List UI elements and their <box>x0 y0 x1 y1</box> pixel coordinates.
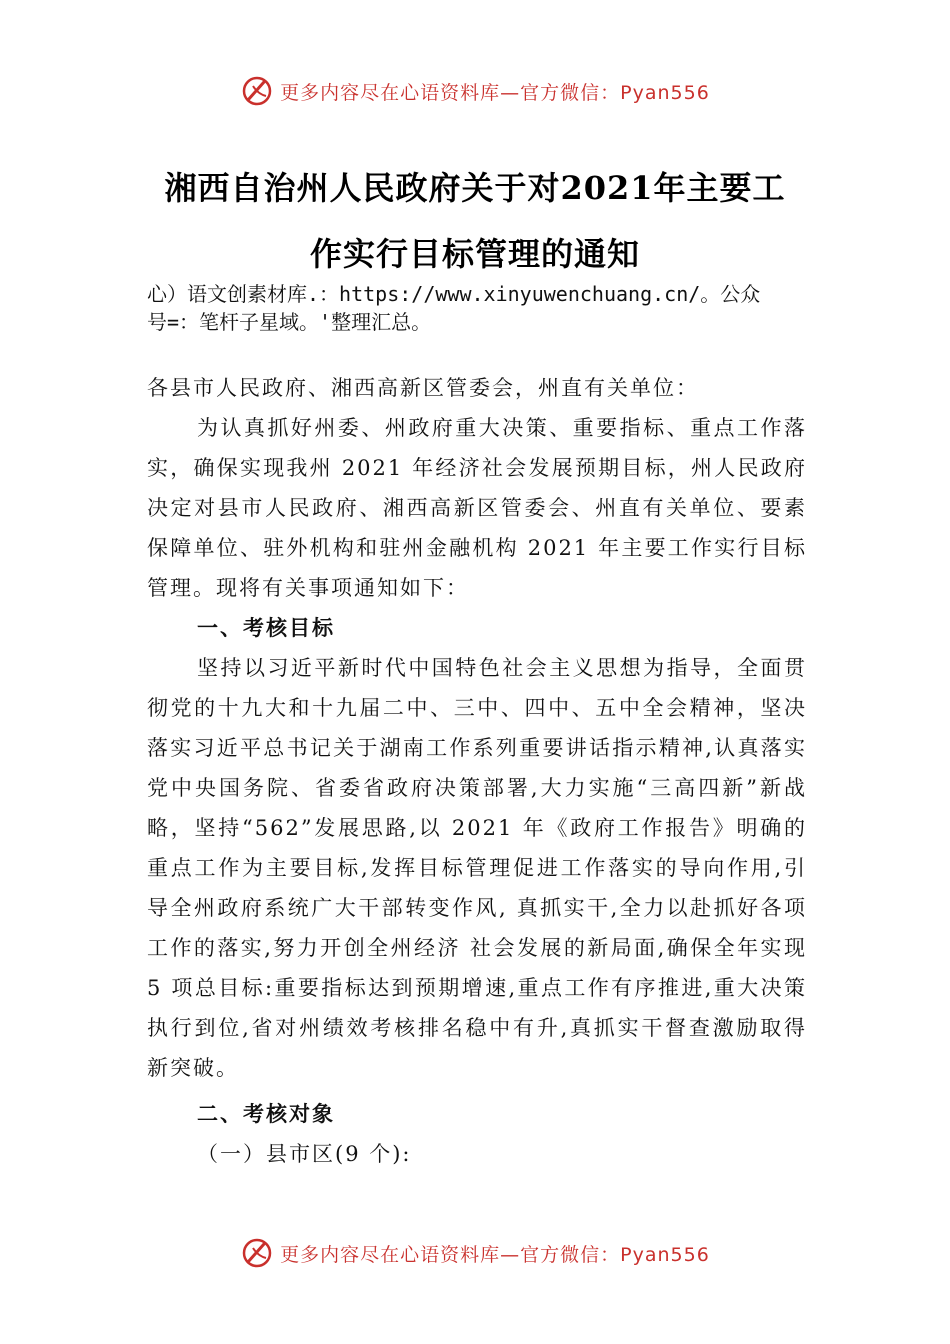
document-body <box>147 368 807 1174</box>
section1-paragraph: 坚持以习近平新时代中国特色社会主义思想为指导，全面贯彻党的十九大和十九届二中、三中、四中、五中全会精神，坚决落实习近平总书记关于湖南工作系列重要讲话指示精神,认真落实党中央国务院、省委省政府决策部署,大力实施“三高四新”新战略，坚持“562”发展思路,以 2021 年《政府工作报告》明确的重点工作为主要目标,发挥目标管理促进工作落实的导向作用,引导全州政府系统广大干部转变作风, 真抓实干,全力以赴抓好各项工作的落实,努力开创全州经济 社会发展的新局面,确保全年实现 5 项总目标:重要指标达到预期增速,重点工作有序推进,重大决策执行到位,省对州绩效考核排名稳中有升,真抓实干督查激励取得新突破。 <box>147 656 807 1080</box>
banner-text: 更多内容尽在心语资料库—官方微信：Pyan556 <box>280 1243 710 1266</box>
salutation: 各县市人民政府、湘西高新区管委会，州直有关单位： <box>147 376 699 400</box>
intro-paragraph: 为认真抓好州委、州政府重大决策、重要指标、重点工作落实，确保实现我州 2021 年经济社会发展预期目标，州人民政府决定对县市人民政府、湘西高新区管委会、州直有关单位、要素保障单位、驻外机构和驻州金融机构 2021 年主要工作实行目标管理。现将有关事项通知如下： <box>147 416 807 600</box>
source-note-line1: 心）语文创素材库.：https://www.xinyuwenchuang.cn/。公众 <box>147 282 761 306</box>
header-watermark-banner <box>0 74 950 108</box>
section2-heading: 二、考核对象 <box>197 1102 335 1126</box>
document-title-line2: 作实行目标管理的通知 <box>309 235 640 273</box>
source-note-line2: 号=：笔杆子星域。'整理汇总。 <box>147 310 432 334</box>
brand-logo-icon <box>240 74 274 108</box>
footer-watermark-banner <box>0 1236 950 1270</box>
section2-subheading: （一）县市区(9 个): <box>197 1142 412 1166</box>
section1-heading: 一、考核目标 <box>197 616 335 640</box>
banner-text: 更多内容尽在心语资料库—官方微信：Pyan556 <box>280 81 710 104</box>
source-note <box>147 280 847 336</box>
document-title-line1: 湘西自治州人民政府关于对2021年主要工 <box>164 169 786 207</box>
brand-logo-icon <box>240 1236 274 1270</box>
